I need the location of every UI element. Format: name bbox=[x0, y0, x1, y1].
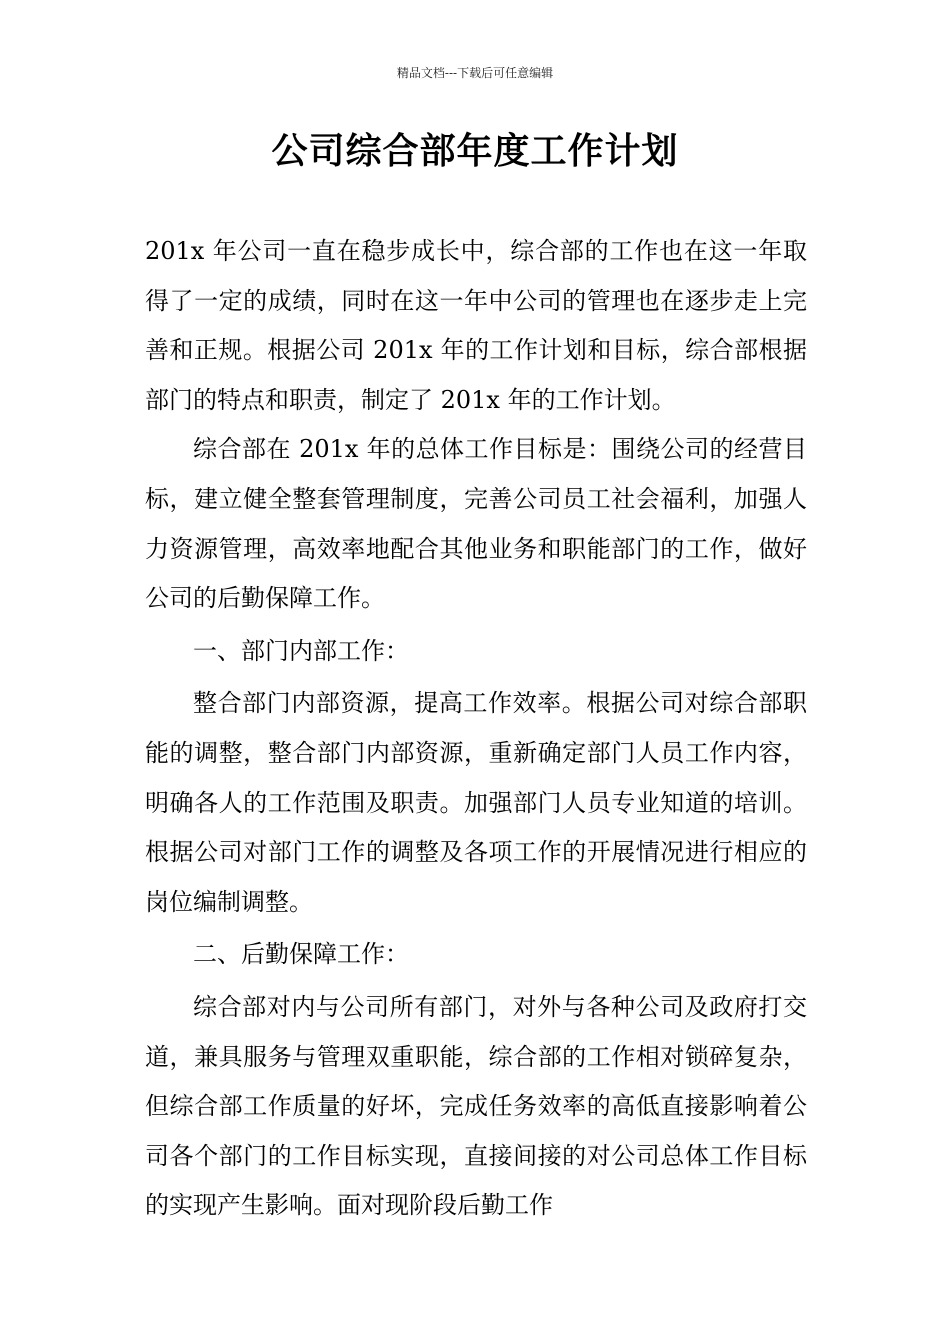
section-heading-logistics: 二、后勤保障工作： bbox=[193, 940, 409, 969]
page-header-note: 精品文档---下载后可任意编辑 bbox=[396, 66, 554, 80]
overall-goal-paragraph: 综合部在 201x 年的总体工作目标是：围绕公司的经营目标，建立健全整套管理制度，完善公司员工社会福利，加强人力资源管理，高效率地配合其他业务和职能部门的工作，做好公司的后勤保障工作。 bbox=[145, 435, 807, 613]
intro-paragraph: 201x 年公司一直在稳步成长中，综合部的工作也在这一年取得了一定的成绩，同时在这一年中公司的管理也在逐步走上完善和正规。根据公司 201x 年的工作计划和目标，综合部根据部门的特点和职责，制定了 201x 年的工作计划。 bbox=[145, 237, 807, 414]
document-title: 公司综合部年度工作计划 bbox=[271, 131, 679, 172]
internal-work-paragraph: 整合部门内部资源，提高工作效率。根据公司对综合部职能的调整，整合部门内部资源，重新确定部门人员工作内容，明确各人的工作范围及职责。加强部门人员专业知道的培训。根据公司对部门工作的调整及各项工作的开展情况进行相应的岗位编制调整。 bbox=[145, 689, 807, 916]
document-body bbox=[145, 227, 807, 1231]
section-heading-internal-work: 一、部门内部工作： bbox=[193, 636, 409, 665]
logistics-paragraph: 综合部对内与公司所有部门，对外与各种公司及政府打交道，兼具服务与管理双重职能，综合部的工作相对锁碎复杂，但综合部工作质量的好坏，完成任务效率的高低直接影响着公司各个部门的工作目标实现，直接间接的对公司总体工作目标的实现产生影响。面对现阶段后勤工作 bbox=[145, 992, 807, 1220]
